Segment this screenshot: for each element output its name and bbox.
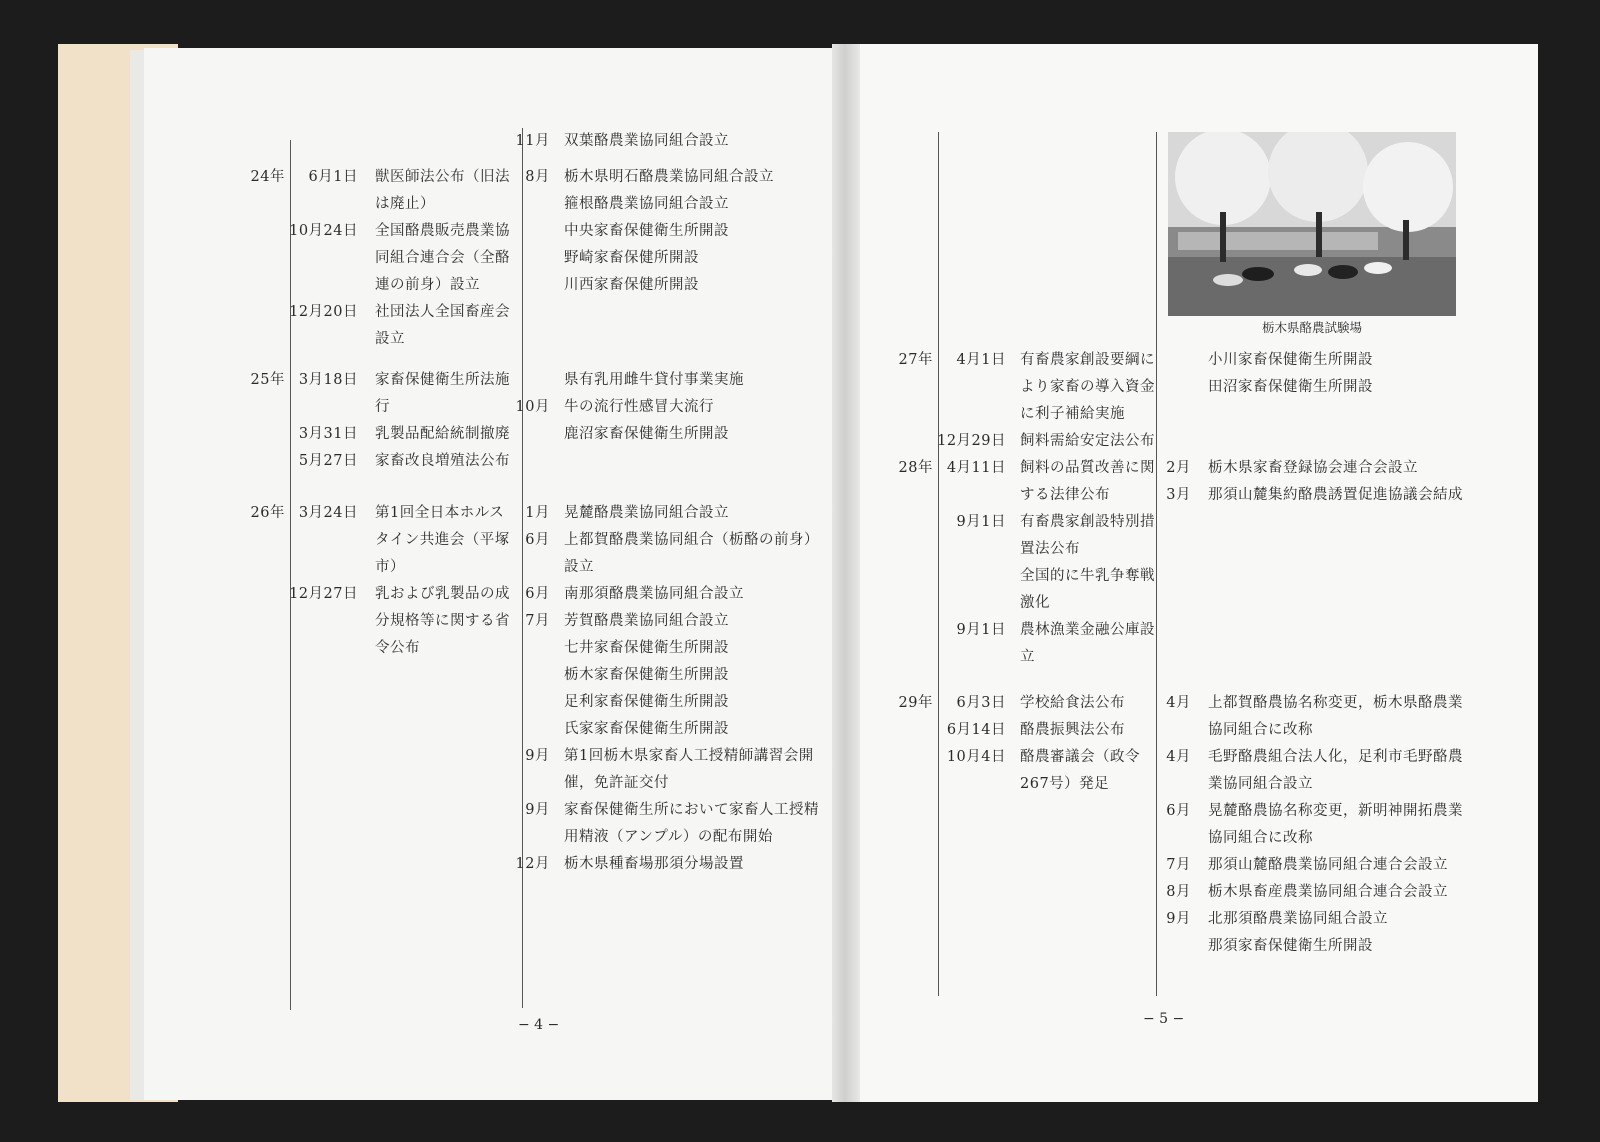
row-local-event: 上都賀酪農業協同組合（栃酪の前身） [564, 532, 819, 548]
row-local-event: 田沼家畜保健衛生所開設 [1208, 379, 1373, 395]
row-month: 12月 [515, 856, 550, 872]
row-local-event: 那須家畜保健衛生所開設 [1208, 938, 1373, 954]
book-gutter [832, 44, 860, 1102]
row-month: 9月 [1166, 911, 1191, 927]
row-local-event: 晃麓酪農業協同組合設立 [564, 505, 729, 521]
row-law-event: は廃止） [375, 196, 435, 212]
row-law-event: より家畜の導入資金 [1020, 379, 1155, 395]
row-local-event: 中央家畜保健衛生所開設 [564, 223, 729, 239]
row-date: 9月1日 [956, 622, 1006, 638]
row-year: 25年 [250, 372, 285, 388]
row-date: 4月11日 [946, 460, 1006, 476]
row-law-event: 乳および乳製品の成 [375, 586, 510, 602]
row-law-event: 全国的に牛乳争奪戦 [1020, 568, 1155, 584]
row-month: 10月 [515, 399, 550, 415]
row-month: 8月 [1166, 884, 1191, 900]
row-year: 28年 [898, 460, 933, 476]
row-month: 4月 [1166, 695, 1191, 711]
row-year: 24年 [250, 169, 285, 185]
row-law-event: 267号）発足 [1020, 776, 1110, 792]
row-month: 3月 [1166, 487, 1191, 503]
row-month: 6月 [1166, 803, 1191, 819]
row-date: 10月24日 [289, 223, 358, 239]
row-local-event: 小川家畜保健衛生所開設 [1208, 352, 1373, 368]
row-local-event: 業協同組合設立 [1208, 776, 1313, 792]
row-local-event: 南那須酪農業協同組合設立 [564, 586, 744, 602]
row-law-event: 飼料需給安定法公布 [1020, 433, 1155, 449]
row-law-event: 置法公布 [1020, 541, 1080, 557]
row-local-event: 毛野酪農組合法人化，足利市毛野酪農 [1208, 749, 1463, 765]
row-local-event: 野崎家畜保健所開設 [564, 250, 699, 266]
row-local-event: 北那須酪農業協同組合設立 [1208, 911, 1388, 927]
row-month: 6月 [525, 586, 550, 602]
row-law-event: 第1回全日本ホルス [375, 505, 505, 521]
row-local-event: 双葉酪農業協同組合設立 [564, 133, 729, 149]
row-month: 7月 [1166, 857, 1191, 873]
row-law-event: 設立 [375, 331, 405, 347]
row-local-event: 那須山麓酪農業協同組合連合会設立 [1208, 857, 1448, 873]
photo-caption: 栃木県酪農試験場 [1261, 320, 1362, 335]
row-month: 7月 [525, 613, 550, 629]
row-local-event: 県有乳用雌牛貸付事業実施 [564, 372, 744, 388]
row-date: 12月29日 [937, 433, 1006, 449]
row-month: 9月 [525, 802, 550, 818]
row-law-event: 市） [375, 559, 405, 575]
row-local-event: 栃木県明石酪農業協同組合設立 [564, 169, 774, 185]
row-law-event: 乳製品配給統制撤廃 [375, 426, 510, 442]
row-law-event: 立 [1020, 649, 1035, 665]
row-date: 5月27日 [298, 453, 358, 469]
row-law-event: に利子補給実施 [1020, 406, 1125, 422]
row-local-event: 牛の流行性感冒大流行 [564, 399, 714, 415]
row-law-event: 農林漁業金融公庫設 [1020, 622, 1155, 638]
row-local-event: 芳賀酪農業協同組合設立 [564, 613, 729, 629]
row-local-event: 上都賀酪農協名称変更，栃木県酪農業 [1208, 695, 1463, 711]
row-year: 26年 [250, 505, 285, 521]
row-local-event: 協同組合に改称 [1208, 830, 1313, 846]
row-law-event: 令公布 [375, 640, 420, 656]
row-law-event: 分規格等に関する省 [375, 613, 510, 629]
row-law-event: 全国酪農販売農業協 [375, 223, 510, 239]
row-law-event: 連の前身）設立 [375, 277, 480, 293]
row-law-event: 激化 [1020, 595, 1050, 611]
row-local-event: 栃木家畜保健衛生所開設 [564, 667, 729, 683]
row-law-event: 学校給食法公布 [1020, 695, 1125, 711]
row-law-event: 社団法人全国畜産会 [375, 304, 510, 320]
row-law-event: 獣医師法公布（旧法 [375, 169, 510, 185]
page-number-right: − 5 − [1143, 1011, 1185, 1027]
row-local-event: 氏家家畜保健衛生所開設 [564, 721, 729, 737]
row-local-event: 催，免許証交付 [564, 775, 669, 791]
row-month: 8月 [525, 169, 550, 185]
row-local-event: 箍根酪農業協同組合設立 [564, 196, 729, 212]
row-law-event: 酪農審議会（政令 [1020, 749, 1140, 765]
row-local-event: 家畜保健衛生所において家畜人工授精 [564, 802, 819, 818]
row-law-event: 有畜農家創設要綱に [1020, 352, 1155, 368]
row-local-event: 栃木県畜産農業協同組合連合会設立 [1208, 884, 1448, 900]
row-date: 6月14日 [946, 722, 1006, 738]
row-law-event: 家畜改良増殖法公布 [375, 453, 510, 469]
row-local-event: 第1回栃木県家畜人工授精師講習会開 [564, 748, 814, 764]
row-local-event: 七井家畜保健衛生所開設 [564, 640, 729, 656]
row-local-event: 栃木県家畜登録協会連合会設立 [1208, 460, 1418, 476]
row-local-event: 那須山麓集約酪農誘置促進協議会結成 [1208, 487, 1463, 503]
row-local-event: 設立 [564, 559, 594, 575]
row-date: 12月27日 [289, 586, 358, 602]
row-law-event: タイン共進会（平塚 [375, 532, 510, 548]
row-date: 10月4日 [946, 749, 1006, 765]
row-law-event: 酪農振興法公布 [1020, 722, 1125, 738]
row-date: 4月1日 [956, 352, 1006, 368]
row-local-event: 足利家畜保健衛生所開設 [564, 694, 729, 710]
row-year: 27年 [898, 352, 933, 368]
row-date: 3月18日 [298, 372, 358, 388]
row-local-event: 用精液（アンプル）の配布開始 [564, 829, 773, 845]
left-page [144, 48, 844, 1100]
column-rule [1156, 132, 1157, 996]
row-date: 3月31日 [298, 426, 358, 442]
row-month: 1月 [525, 505, 550, 521]
row-local-event: 川西家畜保健所開設 [564, 277, 699, 293]
row-local-event: 晃麓酪農協名称変更，新明神開拓農業 [1208, 803, 1463, 819]
row-law-event: 行 [375, 399, 390, 415]
row-date: 12月20日 [289, 304, 358, 320]
row-month: 4月 [1166, 749, 1191, 765]
row-law-event: 同組合連合会（全酪 [375, 250, 510, 266]
row-year: 29年 [898, 695, 933, 711]
column-rule [290, 140, 291, 1010]
dairy-station-photo [1168, 132, 1456, 316]
column-rule [938, 132, 939, 996]
row-date: 6月3日 [956, 695, 1006, 711]
row-date: 9月1日 [956, 514, 1006, 530]
row-local-event: 協同組合に改称 [1208, 722, 1313, 738]
row-law-event: する法律公布 [1020, 487, 1110, 503]
row-local-event: 鹿沼家畜保健衛生所開設 [564, 426, 729, 442]
row-month: 6月 [525, 532, 550, 548]
row-law-event: 家畜保健衛生所法施 [375, 372, 510, 388]
row-month: 11月 [515, 133, 550, 149]
row-date: 6月1日 [308, 169, 358, 185]
row-local-event: 栃木県種畜場那須分場設置 [564, 856, 744, 872]
row-month: 9月 [525, 748, 550, 764]
page-number-left: − 4 − [518, 1017, 560, 1033]
row-law-event: 有畜農家創設特別措 [1020, 514, 1155, 530]
row-month: 2月 [1166, 460, 1191, 476]
row-law-event: 飼料の品質改善に関 [1020, 460, 1155, 476]
row-date: 3月24日 [298, 505, 358, 521]
